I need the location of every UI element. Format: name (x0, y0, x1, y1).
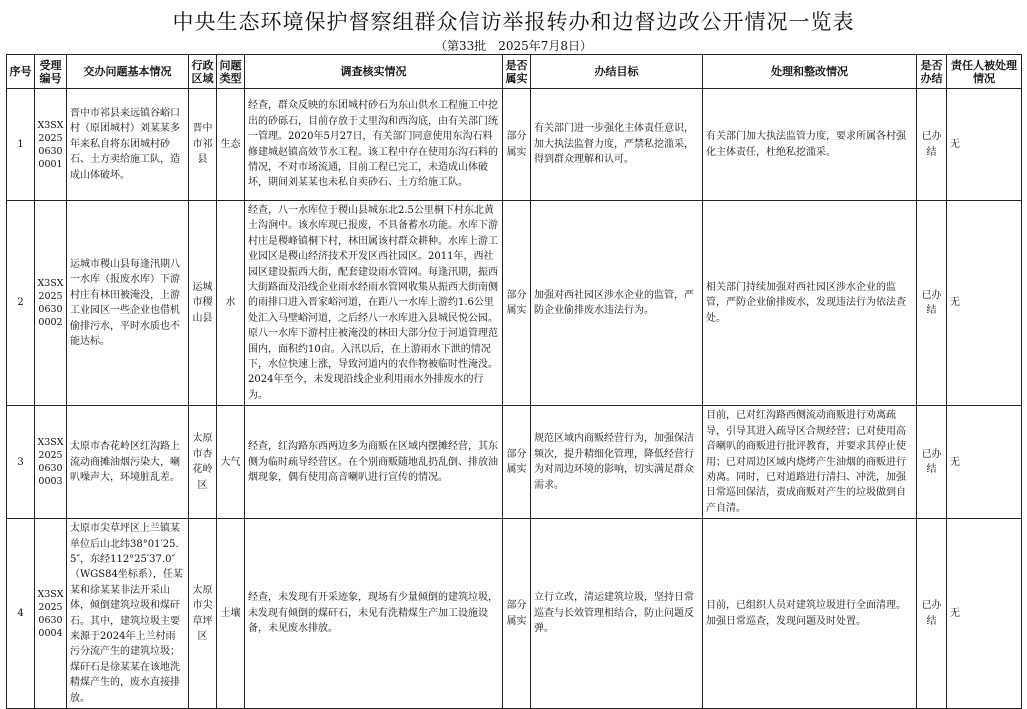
header-accountability: 责任人被处理情况 (947, 55, 1022, 89)
cell-issue: 太原市杏花岭区红沟路上流动商摊油烟污染大，喇叭噪声大，环境脏乱差。 (67, 406, 189, 519)
header-investigation: 调查核实情况 (245, 55, 503, 89)
cell-region: 太原市尖草坪区 (189, 519, 217, 709)
cell-investigation: 经查，未发现有开采迹象，现场有少量倾倒的建筑垃圾，未发现有倾倒的煤矸石，未见有洗精煤生产加工设施设备，未见废水排放。 (245, 519, 503, 709)
cell-issue: 运城市稷山县每逢汛期八一水库（报废水库）下游村庄有林田被淹没，上游工业园区一些企业也借机偷排污水，平时水质也不能达标。 (67, 201, 189, 406)
cell-accountability: 无 (947, 89, 1022, 201)
cell-issue: 太原市尖草坪区上兰镇某单位后山北纬38°01′25.5″，东经112°25′37.0″（WGS84坐标系），任某某和徐某某非法开采山体，倾倒建筑垃圾和煤矸石。其中，建筑垃圾主要来源于2024年上兰村雨污分流产生的建筑垃圾；煤矸石是徐某某在该地洗精煤产生的，废水直接排放。 (67, 519, 189, 709)
cell-code: X3SX202506300004 (35, 519, 67, 709)
cell-accountability: 无 (947, 519, 1022, 709)
cell-handling: 目前，已组织人员对建筑垃圾进行全面清理。加强日常巡查，发现问题及时处置。 (703, 519, 917, 709)
cell-closed: 已办结 (917, 519, 947, 709)
cell-goal: 立行立改，清运建筑垃圾，坚持日常巡查与长效管理相结合，防止问题反弹。 (531, 519, 703, 709)
document-title: 中央生态环境保护督察组群众信访举报转办和边督边改公开情况一览表 (172, 10, 855, 34)
table-row (7, 89, 1022, 201)
document-subtitle: （第33批 2025年7月8日） (434, 39, 593, 53)
table-row (7, 519, 1022, 709)
cell-investigation: 经查，红沟路东西两边多为商贩在区域内摆摊经营，其东侧为临时疏导经营区。在个别商贩随地乱扔乱倒、排放油烟现象，偶有使用高音喇叭进行宣传的情况。 (245, 406, 503, 519)
cell-closed: 已办结 (917, 89, 947, 201)
cell-issue: 晋中市祁县来远镇谷峪口村（原团城村）刘某某多年来私自将东团城村砂石、土方卖给施工队，造成山体破坏。 (67, 89, 189, 201)
cell-seq: 2 (7, 201, 35, 406)
cell-verified: 部分属实 (503, 201, 531, 406)
cell-region: 晋中市祁县 (189, 89, 217, 201)
table-header-row (7, 55, 1022, 89)
cell-closed: 已办结 (917, 201, 947, 406)
table-row (7, 201, 1022, 406)
header-closed: 是否办结 (917, 55, 947, 89)
cell-goal: 规范区域内商贩经营行为，加强保洁频次，提升精细化管理，降低经营行为对周边环境的影响，切实满足群众需求。 (531, 406, 703, 519)
cell-code: X3SX202506300003 (35, 406, 67, 519)
table-row (7, 406, 1022, 519)
cell-accountability: 无 (947, 201, 1022, 406)
cell-verified: 部分属实 (503, 519, 531, 709)
cell-handling: 目前，已对红沟路西侧流动商贩进行劝离疏导，引导其进入疏导区合规经营；已对使用高音喇叭的商贩进行批评教育，并要求其停止使用；已对周边区域内烧烤产生油烟的商贩进行劝离。同时，已对道路进行清扫、冲洗，加强日常巡回保洁，责成商贩对产生的垃圾做到自产自清。 (703, 406, 917, 519)
header-type: 问题类型 (217, 55, 245, 89)
header-seq: 序号 (7, 55, 35, 89)
cell-verified: 部分属实 (503, 89, 531, 201)
cell-accountability: 无 (947, 406, 1022, 519)
cell-seq: 3 (7, 406, 35, 519)
cell-investigation: 经查，群众反映的东团城村砂石为东山供水工程施工中挖出的砂砾石，目前存放于丈里沟和西沟底，由有关部门统一管理。2020年5月27日，有关部门同意使用东沟石料修建城赵镇高效节水工程。该工程中存在使用东沟石料的情况，不对市场流通，目前工程已完工，未造成山体破坏，期间刘某某也未私自卖砂石、土方给施工队。 (245, 89, 503, 201)
header-region: 行政区域 (189, 55, 217, 89)
header-code: 受理编号 (35, 55, 67, 89)
cell-region: 太原市杏花岭区 (189, 406, 217, 519)
cell-seq: 1 (7, 89, 35, 201)
cell-handling: 相关部门持续加强对西社园区涉水企业的监管，严防企业偷排废水，发现违法行为依法查处。 (703, 201, 917, 406)
cell-type: 大气 (217, 406, 245, 519)
cell-seq: 4 (7, 519, 35, 709)
cell-goal: 有关部门进一步强化主体责任意识，加大执法监督力度，严禁私挖滥采，得到群众理解和认可。 (531, 89, 703, 201)
header-issue: 交办问题基本情况 (67, 55, 189, 89)
cell-goal: 加强对西社园区涉水企业的监管，严防企业偷排废水违法行为。 (531, 201, 703, 406)
cell-verified: 部分属实 (503, 406, 531, 519)
cell-code: X3SX202506300002 (35, 201, 67, 406)
cell-region: 运城市稷山县 (189, 201, 217, 406)
petition-table (6, 54, 1022, 709)
header-handling: 处理和整改情况 (703, 55, 917, 89)
cell-handling: 有关部门加大执法监管力度，要求所属各村强化主体责任，杜绝私挖滥采。 (703, 89, 917, 201)
cell-code: X3SX202506300001 (35, 89, 67, 201)
header-goal: 办结目标 (531, 55, 703, 89)
cell-closed: 已办结 (917, 406, 947, 519)
cell-type: 生态 (217, 89, 245, 201)
cell-type: 水 (217, 201, 245, 406)
cell-investigation: 经查，八一水库位于稷山县城东北2.5公里桐下村东北黄土沟涧中。该水库现已报废，不具备蓄水功能。水库下游村庄是稷峰镇桐下村，林田属该村群众耕种。水库上游工业园区是稷山经济技术开发区西社园区。2011年，西社园区建设振西大街，配套建设雨水管网。每逢汛期，振西大街路面及沿线企业雨水经雨水管网收集从振西大街南侧的雨排口进入晋家峪河道，在距八一水库上游约1.6公里处汇入马壁峪河道，之后经八一水库进入县城民悦公园。原八一水库下游村庄被淹没的林田大部分位于河道管理范围内，面积约10亩。入汛以后，在上游雨水下泄的情况下，水位快速上涨，导致河道内的农作物被临时性淹没。2024年至今，未发现沿线企业利用雨水外排废水的行为。 (245, 201, 503, 406)
header-verified: 是否属实 (503, 55, 531, 89)
cell-type: 土壤 (217, 519, 245, 709)
